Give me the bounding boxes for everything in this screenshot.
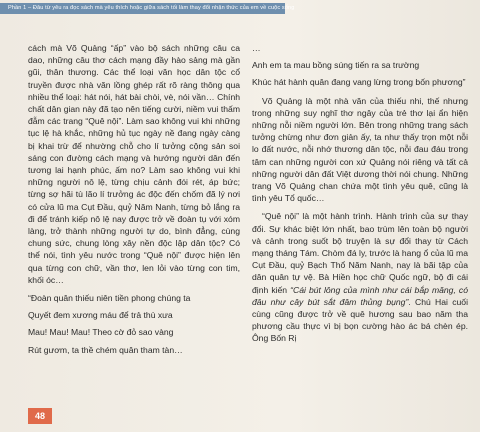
body-paragraph: Võ Quảng là một nhà văn của thiếu nhi, thế nhưng trong những suy nghĩ thơ ngây của trẻ thơ lại ẩn hiện những nỗi niềm người lớn. Bên trong những trang sách tưởng chừng như đơn giản ấy, ta như thấy trọn một nỗi lo đất nước, nỗi nhớ thương dân tộc, nỗi đau đáu trong tâm can những người con xứ Quảng nói riêng và tất cả những người dân đất Việt dương thời nói chung. Những trang Võ Quảng chan chứa một tình yêu quê, cũng là tình yêu Tổ quốc… [252,95,468,204]
paragraph-text: . Chú Hai cuối cùng cũng được trở về quê hương sau bao năm tha phương cầu thực vì bị bọn cường hào ác bá chèn ép. Ông Bốn Rị [252,296,468,344]
body-paragraph [252,210,468,344]
poem-line: Quyết đem xương máu để trả thù xưa [28,310,173,321]
body-paragraph: cách mà Võ Quảng “ấp” vào bộ sách những câu ca dao, những câu thơ cách mạng đầy hào sảng mà gần gũi, thân thương. Các thể loại văn học dân tộc cổ truyền được nhà văn lồng ghép rất rõ ràng thông qua nhiều thể loại: hát nói, hát bài chòi, vè, nói vần… Chính chất dân gian này đã tạo nên tiếng cười, niềm vui thấm đẫm các trang “Quê nội”. Làm sao không vui khi những tục lệ hà khắc, những hủ tục ngày nề đang ngày càng bị khai trừ để nhường chỗ cho lí tưởng cộng sản soi sáng con đường cách mạng và hướng người dân đến tương lai hạnh phúc, ấm no? Làm sao không vui khi những người nô lệ, từng chịu cảnh đói rét, áp bức; từng sợ hãi tù lão lí trưởng ác độc đến chốm đã lý nơi có cửa lũ ma Cụt Đầu, quỷ Năm Nanh, từng bỏ lắng ra đi để tránh kiếp nô lệ nay được trở về đoàn tụ với xóm làng, trở thành những người tự do, bình đẳng, cùng chung sức, chung lòng xây nền độc lập dân tộc? Có thể nói, tình yêu nước trong “Quê nội” được hiện lên qua từng con chữ, vần thơ, len lỏi vào từng con tim, khối óc… [28,43,240,285]
header-banner [0,3,295,14]
poem-ellipsis: … [252,43,261,53]
poem-line: Anh em ta mau bồng súng tiến ra sa trường [252,60,420,71]
poem-line: Khúc hát hành quân đang vang lừng trong bốn phương” [252,77,466,88]
header-title: Phần 1 – Đâu từ yêu ra đọc sách mà yêu thích hoặc giữa sách tối làm thay đổi nhận thức của em về cuộc sống [8,5,295,11]
left-column [28,42,240,361]
poem-line: Rút gươm, ta thề chém quân tham tàn… [28,344,183,355]
poem-line: “Đoàn quân thiếu niên tiền phong chúng ta [28,293,191,304]
italic-quote: “Cái bút lông của mình như cái bắp măng, có đâu như cây bút sắt đâm thủng bụng” [252,284,468,307]
page-number: 48 [28,408,52,424]
paragraph-text: “Quê nội” là một hành trình. Hành trình của sự thay đổi. Sự khác biệt lớn nhất, bao trùm lên toàn bộ người và cảnh trong suốt bộ truyện là sự đổi thay từ Cách mạng tháng Tám. Chòm đá ly, trước là hang ổ của lũ ma Cụt Đầu, quỷ Bạch Thổ Năm Nanh, nay là bãi tập của dân quân tự vệ. Bà Hiền học chữ Quốc ngữ, bộ đi cái định kiến [252,211,468,295]
poem-line: Mau! Mau! Mau! Theo cờ đỏ sao vàng [28,327,174,338]
right-column [252,42,468,345]
running-header [0,0,480,16]
